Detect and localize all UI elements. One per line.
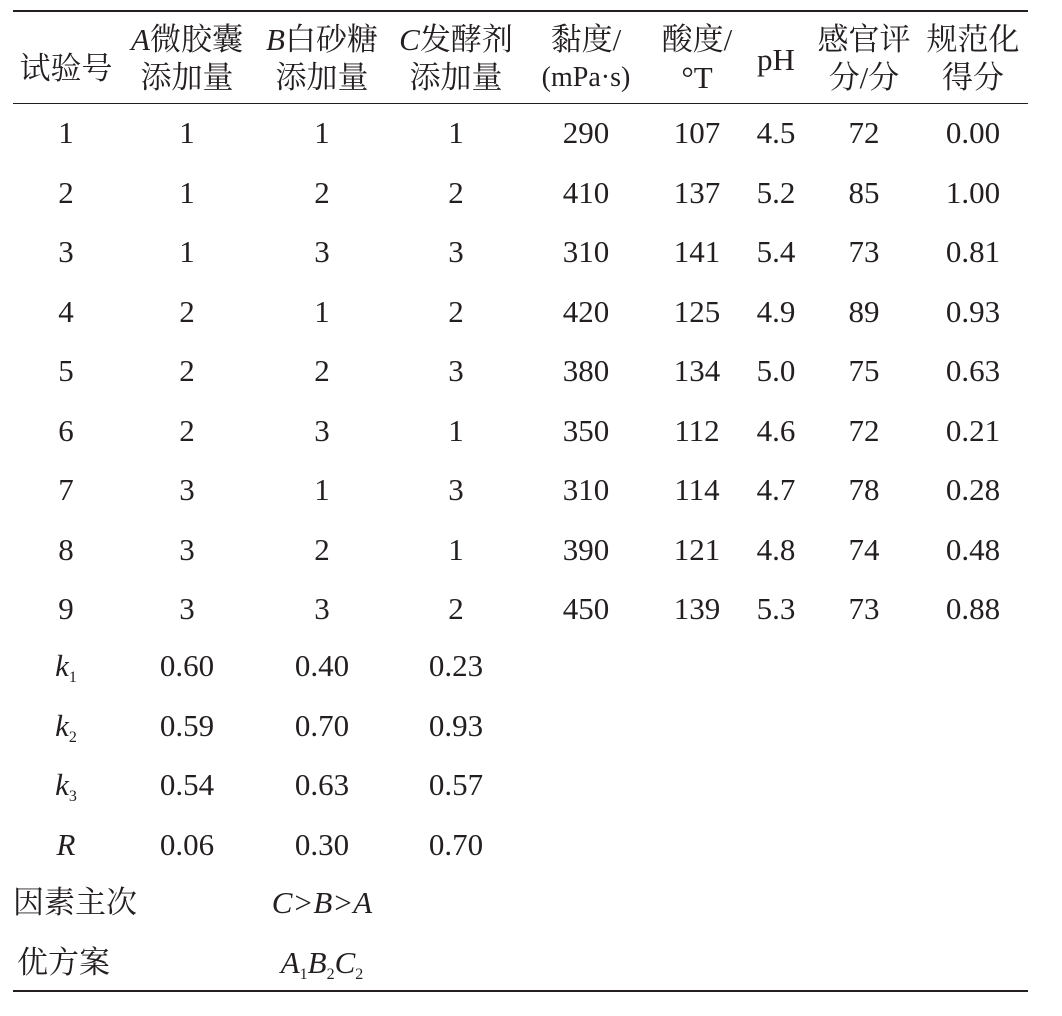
- analysis-value-b: 0.63: [294, 767, 350, 802]
- cell-sensory: 89: [848, 293, 880, 329]
- optimal-level-a: 1: [299, 966, 308, 983]
- cell-ph: 5.4: [756, 234, 796, 269]
- cell-ph: 4.8: [756, 531, 796, 567]
- cell-c-level: 3: [448, 234, 464, 269]
- cell-viscosity: 350: [562, 412, 610, 448]
- header-b-line1: [266, 21, 378, 59]
- header-a-line1: [131, 21, 243, 59]
- header-a-line2: 添加量: [140, 60, 234, 95]
- cell-score: 1.00: [945, 174, 1001, 210]
- cell-sensory: 72: [848, 115, 880, 150]
- header-acidity-line2: °T: [681, 60, 713, 95]
- cell-acidity: 107: [673, 115, 721, 150]
- analysis-symbol: k: [55, 648, 69, 683]
- header-sensory-line1: 感官评: [817, 22, 911, 57]
- header-b-title: 白砂糖: [284, 22, 378, 57]
- analysis-label: [55, 708, 77, 750]
- cell-score: 0.88: [945, 591, 1001, 626]
- optimal-factor-b: B: [307, 945, 327, 980]
- analysis-label: [55, 648, 77, 690]
- optimal-factor-c: C: [334, 945, 356, 980]
- header-sensory: [818, 21, 911, 97]
- bottom-rule: [13, 990, 1028, 992]
- header-b-line2: 添加量: [275, 60, 369, 95]
- header-score-line2: 得分: [942, 60, 1004, 95]
- optimal-level-b: 2: [326, 966, 335, 983]
- cell-score: 0.63: [945, 353, 1001, 388]
- cell-sensory: 73: [848, 591, 880, 626]
- cell-acidity: 114: [674, 472, 720, 507]
- cell-b-level: 1: [314, 115, 330, 150]
- cell-ph: 5.0: [756, 353, 796, 388]
- cell-viscosity: 310: [562, 234, 610, 269]
- header-c-line1: [399, 21, 513, 59]
- cell-sensory: 78: [848, 472, 880, 507]
- cell-ph: 5.3: [756, 591, 796, 626]
- analysis-value-a: 0.59: [159, 707, 215, 743]
- header-trial: [20, 50, 113, 88]
- analysis-label: [55, 767, 77, 809]
- cell-a-level: 1: [179, 234, 195, 269]
- header-c: [399, 21, 513, 97]
- cell-c-level: 2: [448, 174, 464, 210]
- cell-score: 0.00: [945, 115, 1001, 150]
- header-acidity-line1: 酸度/: [661, 22, 733, 57]
- header-a: [131, 21, 243, 97]
- cell-acidity: 112: [674, 412, 720, 448]
- header-viscosity-line1: 黏度/: [550, 22, 622, 57]
- cell-b-level: 3: [314, 591, 330, 626]
- cell-trial: 8: [58, 531, 74, 567]
- cell-a-level: 3: [179, 472, 195, 507]
- analysis-symbol: R: [56, 826, 76, 862]
- header-ph-text: pH: [757, 42, 795, 77]
- cell-a-level: 1: [179, 115, 195, 150]
- cell-acidity: 125: [673, 293, 721, 329]
- cell-acidity: 137: [673, 174, 721, 210]
- header-a-factor: A: [131, 22, 150, 57]
- cell-viscosity: 390: [562, 531, 610, 567]
- header-rule: [13, 103, 1028, 104]
- cell-a-level: 3: [179, 531, 195, 567]
- analysis-value-a: 0.54: [159, 767, 215, 802]
- cell-b-level: 1: [314, 293, 330, 329]
- cell-trial: 1: [58, 115, 74, 150]
- header-a-title: 微胶囊: [149, 22, 243, 57]
- analysis-subscript: 2: [68, 728, 77, 746]
- cell-trial: 2: [58, 174, 74, 210]
- cell-a-level: 2: [179, 412, 195, 448]
- cell-acidity: 134: [673, 353, 721, 388]
- cell-trial: 4: [58, 293, 74, 329]
- cell-b-level: 2: [314, 353, 330, 388]
- cell-c-level: 1: [448, 531, 464, 567]
- analysis-subscript: 3: [68, 788, 77, 805]
- header-acidity: [662, 21, 733, 97]
- analysis-value-b: 0.40: [294, 648, 350, 683]
- cell-viscosity: 380: [562, 353, 610, 388]
- cell-b-level: 2: [314, 531, 330, 567]
- header-score: [927, 21, 1020, 97]
- cell-sensory: 85: [848, 174, 880, 210]
- cell-trial: 3: [58, 234, 74, 269]
- cell-ph: 4.7: [756, 472, 796, 507]
- cell-ph: 4.5: [756, 115, 796, 150]
- cell-b-level: 1: [314, 472, 330, 507]
- optimal-factor-a: A: [280, 945, 300, 980]
- cell-b-level: 3: [314, 234, 330, 269]
- cell-sensory: 72: [848, 412, 880, 448]
- header-c-factor: C: [399, 22, 420, 57]
- analysis-value-b: 0.70: [294, 707, 350, 743]
- cell-score: 0.93: [945, 293, 1001, 329]
- cell-trial: 6: [58, 412, 74, 448]
- optimal-level-c: 2: [355, 966, 364, 983]
- header-viscosity-line2: (mPa·s): [541, 62, 631, 93]
- analysis-value-c: 0.23: [428, 648, 484, 683]
- cell-c-level: 3: [448, 472, 464, 507]
- analysis-subscript: 1: [68, 669, 77, 686]
- cell-viscosity: 310: [562, 472, 610, 507]
- header-c-line2: 添加量: [409, 60, 503, 95]
- cell-viscosity: 410: [562, 174, 610, 210]
- cell-c-level: 3: [448, 353, 464, 388]
- analysis-value-a: 0.06: [159, 826, 215, 862]
- cell-ph: 4.9: [756, 293, 796, 329]
- header-viscosity: [542, 21, 631, 97]
- header-ph: [757, 41, 795, 79]
- analysis-value-c: 0.93: [428, 707, 484, 743]
- analysis-label: [57, 827, 76, 863]
- cell-acidity: 121: [673, 531, 721, 567]
- cell-score: 0.21: [945, 412, 1001, 448]
- factor-order-label: 因素主次: [13, 885, 137, 920]
- cell-c-level: 2: [448, 293, 464, 329]
- cell-score: 0.28: [945, 472, 1001, 507]
- cell-b-level: 2: [314, 174, 330, 210]
- cell-a-level: 1: [179, 174, 195, 210]
- header-score-line1: 规范化: [926, 22, 1020, 57]
- cell-a-level: 2: [179, 293, 195, 329]
- analysis-symbol: k: [55, 767, 69, 802]
- cell-c-level: 2: [448, 591, 464, 626]
- cell-viscosity: 290: [562, 115, 610, 150]
- cell-trial: 5: [58, 353, 74, 388]
- analysis-value-c: 0.57: [428, 767, 484, 802]
- analysis-value-c: 0.70: [428, 826, 484, 862]
- factor-order-value: C>B>A: [271, 885, 373, 920]
- analysis-value-a: 0.60: [159, 648, 215, 683]
- header-b-factor: B: [266, 22, 285, 57]
- cell-c-level: 1: [448, 412, 464, 448]
- cell-a-level: 3: [179, 591, 195, 626]
- cell-sensory: 74: [848, 531, 880, 567]
- header-c-title: 发酵剂: [419, 22, 513, 57]
- cell-score: 0.48: [945, 531, 1001, 567]
- optimal-label: 优方案: [17, 945, 110, 980]
- cell-sensory: 75: [848, 353, 880, 388]
- cell-ph: 4.6: [756, 412, 796, 448]
- analysis-symbol: k: [55, 707, 69, 743]
- cell-viscosity: 420: [562, 293, 610, 329]
- header-sensory-line2: 分/分: [828, 60, 900, 95]
- header-trial-text: 试验号: [19, 51, 113, 86]
- cell-trial: 9: [58, 591, 74, 626]
- cell-a-level: 2: [179, 353, 195, 388]
- analysis-value-b: 0.30: [294, 826, 350, 862]
- cell-score: 0.81: [945, 234, 1001, 269]
- cell-ph: 5.2: [756, 174, 796, 210]
- cell-acidity: 141: [673, 234, 721, 269]
- cell-sensory: 73: [848, 234, 880, 269]
- optimal-value: [281, 945, 364, 987]
- cell-acidity: 139: [673, 591, 721, 626]
- header-b: [266, 21, 378, 97]
- cell-b-level: 3: [314, 412, 330, 448]
- cell-trial: 7: [58, 472, 74, 507]
- top-rule: [13, 10, 1028, 12]
- cell-viscosity: 450: [562, 591, 610, 626]
- cell-c-level: 1: [448, 115, 464, 150]
